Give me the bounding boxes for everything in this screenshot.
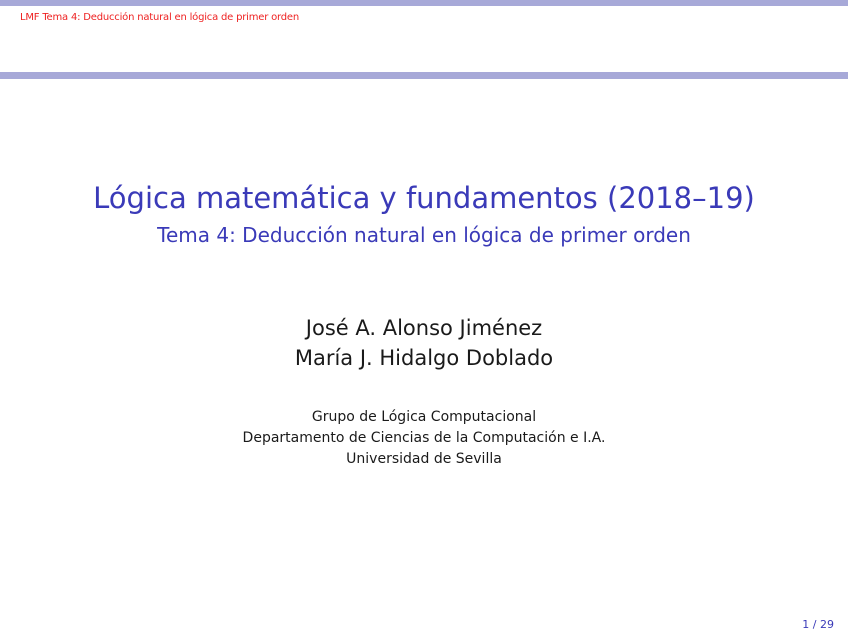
institute bbox=[0, 407, 848, 470]
top-bar bbox=[0, 0, 848, 6]
institute-line: Departamento de Ciencias de la Computación e I.A. bbox=[242, 430, 606, 446]
header-rule bbox=[0, 72, 848, 79]
institute-line: Universidad de Sevilla bbox=[346, 451, 502, 467]
page-number: 1 / 29 bbox=[802, 618, 834, 631]
institute-line: Grupo de Lógica Computacional bbox=[311, 409, 537, 425]
presentation-title: Lógica matemática y fundamentos (2018–19) bbox=[93, 181, 755, 215]
authors bbox=[0, 313, 848, 373]
title-block bbox=[0, 176, 848, 250]
author-name: José A. Alonso Jiménez bbox=[305, 316, 543, 340]
header-short-title[interactable]: LMF Tema 4: Deducción natural en lógica de primer orden bbox=[20, 12, 300, 23]
presentation-subtitle: Tema 4: Deducción natural en lógica de primer orden bbox=[157, 223, 691, 247]
author-name: María J. Hidalgo Doblado bbox=[294, 346, 554, 370]
